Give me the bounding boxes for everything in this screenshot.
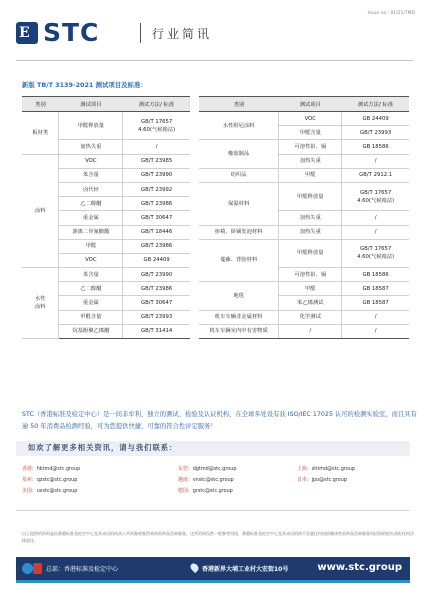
test-item-cell: 甲醛 — [279, 282, 342, 296]
test-standard-cell: GB/T 31414 — [123, 324, 190, 338]
col-header: 测试项目 — [59, 97, 123, 112]
test-item-cell: 烷基酚聚乙烯醚 — [59, 324, 123, 338]
stc-logo-icon: E — [16, 22, 38, 44]
contact-entry[interactable]: 泉州：qzstc@stc.group — [22, 477, 78, 483]
category-cell: 水性阻尼涂料 — [199, 112, 279, 140]
footer-website-link[interactable]: www.stc.group — [317, 562, 402, 573]
col-header: 类别 — [22, 97, 59, 112]
test-standard-cell: GB/T 2912.1 — [342, 168, 409, 182]
contact-entry[interactable]: 东莞：dgtmd@stc.group — [178, 466, 237, 472]
test-standard-cell: GB/T 23992 — [123, 182, 190, 196]
test-item-cell: 游离二异氰酸酯 — [59, 225, 123, 239]
header-divider — [140, 23, 141, 43]
category-cell: 橡胶制品 — [199, 140, 279, 168]
footer — [16, 557, 410, 580]
category-cell: 保温材料 — [199, 182, 279, 225]
col-header: 类别 — [199, 97, 279, 112]
test-standard-cell: GB 24409 — [123, 253, 190, 267]
company-description: STC（香港标准及检定中心）是一间非牟利、独立的测试、检验及认证机构，在全球多处设有获 ISO/IEC 17025 认可的检测实验室，而且具有逾 50 年消费品检测经验，可为您提供快捷、可靠的符合性评定服务！ — [22, 411, 417, 430]
test-standard-cell: GB/T 23986 — [123, 239, 190, 253]
table-row — [199, 112, 409, 126]
col-header: 测试项目 — [279, 97, 342, 112]
table-row — [22, 112, 190, 140]
test-standard-cell: / — [342, 154, 409, 168]
header-rule — [16, 60, 413, 61]
footer-rule — [16, 510, 410, 511]
test-item-cell: 乙二醇醚 — [59, 197, 123, 211]
test-standard-cell: GB/T 23990 — [123, 268, 190, 282]
category-cell: 座椅、卧铺发泡材料 — [199, 225, 279, 239]
section-title: 新版 TB/T 3139-2021 测试项目及标准： — [22, 81, 147, 89]
footer-headquarters: 总部：香港标准及检定中心 — [46, 566, 119, 573]
test-standard-cell: GB 18587 — [342, 282, 409, 296]
table-row — [199, 324, 409, 338]
test-item-cell: 重金属 — [59, 296, 123, 310]
test-item-cell: 甲醛释放量 — [279, 239, 342, 267]
test-standard-cell: / — [123, 140, 190, 154]
category-cell: 水性 涂料 — [22, 268, 59, 339]
test-item-cell: 可溶性铅、镉 — [279, 268, 342, 282]
test-standard-cell: GB/T 17657 4.60(气候箱法) — [123, 112, 190, 140]
table-row — [199, 239, 409, 267]
contact-entry[interactable]: 越南：vnstc@stc.group — [178, 477, 234, 483]
page-title: 行业简讯 — [152, 27, 213, 41]
disclaimer: 以上提供的资料是由香港标准及检定中心及其成员机构从公共资源收集得来的资料及咨询服务，这些资料仅供一般参考用途，香港标准及检定中心及其成员机构不会就任何因依赖该些资料及咨询服务而招致的损失承担任何法律责任。 — [22, 531, 414, 543]
test-item-cell: VOC — [279, 112, 342, 126]
test-item-cell: 可溶性铅、镉 — [279, 140, 342, 154]
table-row — [199, 225, 409, 239]
test-standard-cell: GB 18586 — [342, 140, 409, 154]
contact-entry[interactable]: 香港：hktmd@stc.group — [22, 466, 81, 472]
header — [16, 20, 416, 50]
test-standard-cell: GB/T 23986 — [123, 197, 190, 211]
category-cell: 机车车辆室内中有害物质 — [199, 324, 279, 338]
test-standard-cell: GB 18586 — [342, 268, 409, 282]
test-item-cell: 加热失重 — [59, 140, 123, 154]
contact-entry[interactable]: 德国：grstc@stc.group — [178, 488, 233, 494]
category-cell: 地毯 — [199, 282, 279, 310]
test-standard-cell: GB/T 30647 — [123, 296, 190, 310]
test-item-cell: 加热失重 — [279, 225, 342, 239]
test-standard-cell: GB/T 18446 — [123, 225, 190, 239]
test-standard-cell: GB/T 30647 — [123, 211, 190, 225]
contact-entry[interactable]: 日本：jpo@stc.group — [297, 477, 347, 483]
test-item-cell: 甲醛释放量 — [279, 182, 342, 210]
test-item-cell: 加热失重 — [279, 154, 342, 168]
table-row — [22, 154, 190, 168]
test-standard-cell: GB/T 17657 4.60(气候箱法) — [342, 182, 409, 210]
table-row — [199, 282, 409, 296]
col-header: 测试方法/ 标准 — [123, 97, 190, 112]
location-pin-icon — [189, 562, 200, 573]
test-standard-cell: GB/T 23993 — [123, 310, 190, 324]
contact-entry[interactable]: 上海：shtmd@stc.group — [297, 466, 355, 472]
stc-square-logo-icon — [33, 563, 42, 574]
test-item-cell: / — [279, 324, 342, 338]
test-item-cell: 甲醛 — [59, 239, 123, 253]
test-standard-cell: GB/T 23993 — [342, 126, 409, 140]
table-row — [199, 168, 409, 182]
test-item-cell: 重金属 — [59, 211, 123, 225]
test-standard-cell: GB/T 23985 — [123, 154, 190, 168]
table-row — [22, 268, 190, 282]
test-item-cell: 化学测试 — [279, 310, 342, 324]
category-cell: 涂料 — [22, 154, 59, 268]
test-standard-cell: / — [342, 211, 409, 225]
contact-entry[interactable]: 美国：usstc@stc.group — [22, 488, 78, 494]
right-test-table — [199, 96, 409, 339]
bottom-stripe — [16, 580, 410, 583]
test-item-cell: 甲醛 — [279, 168, 342, 182]
table-row — [199, 182, 409, 210]
test-item-cell: 乙二醇醚 — [59, 282, 123, 296]
test-item-cell: 甲醛释放量 — [59, 112, 123, 140]
test-item-cell: 苯含量 — [59, 268, 123, 282]
test-standard-cell: GB 24409 — [342, 112, 409, 126]
test-standard-cell: / — [342, 225, 409, 239]
category-cell: 蔓藤、背胶材料 — [199, 239, 279, 282]
test-item-cell: VOC — [59, 154, 123, 168]
col-header: 测试方法/ 标准 — [342, 97, 409, 112]
test-standard-cell: GB/T 23990 — [123, 168, 190, 182]
left-test-table — [22, 96, 190, 339]
test-item-cell: 卤代烃 — [59, 182, 123, 196]
category-cell: 板材类 — [22, 112, 59, 155]
test-standard-cell: GB/T 23986 — [123, 282, 190, 296]
test-item-cell: 甲醛含量 — [279, 126, 342, 140]
category-cell: 机车车辆非金属材料 — [199, 310, 279, 324]
test-item-cell: 苯含量 — [59, 168, 123, 182]
category-cell: 纺织品 — [199, 168, 279, 182]
test-standard-cell: / — [342, 310, 409, 324]
contact-title: 如欢了解更多相关资讯，请与我们联系： — [28, 443, 178, 452]
table-row — [199, 310, 409, 324]
test-standard-cell: GB/T 17657 4.60(气候箱法) — [342, 239, 409, 267]
logo-text: STC — [43, 18, 100, 47]
stc-circle-logo-icon — [22, 563, 33, 574]
issue-number: Issue no.: 91/21/TMD — [367, 11, 415, 16]
test-item-cell: 甲醛含量 — [59, 310, 123, 324]
test-standard-cell: / — [342, 324, 409, 338]
footer-address: 香港新界大埔工业村大宏街10号 — [202, 566, 289, 573]
test-item-cell: 苯乙烯测试 — [279, 296, 342, 310]
test-standard-cell: GB 18587 — [342, 296, 409, 310]
test-item-cell: VOC — [59, 253, 123, 267]
table-row — [199, 140, 409, 154]
test-item-cell: 加热失重 — [279, 211, 342, 225]
